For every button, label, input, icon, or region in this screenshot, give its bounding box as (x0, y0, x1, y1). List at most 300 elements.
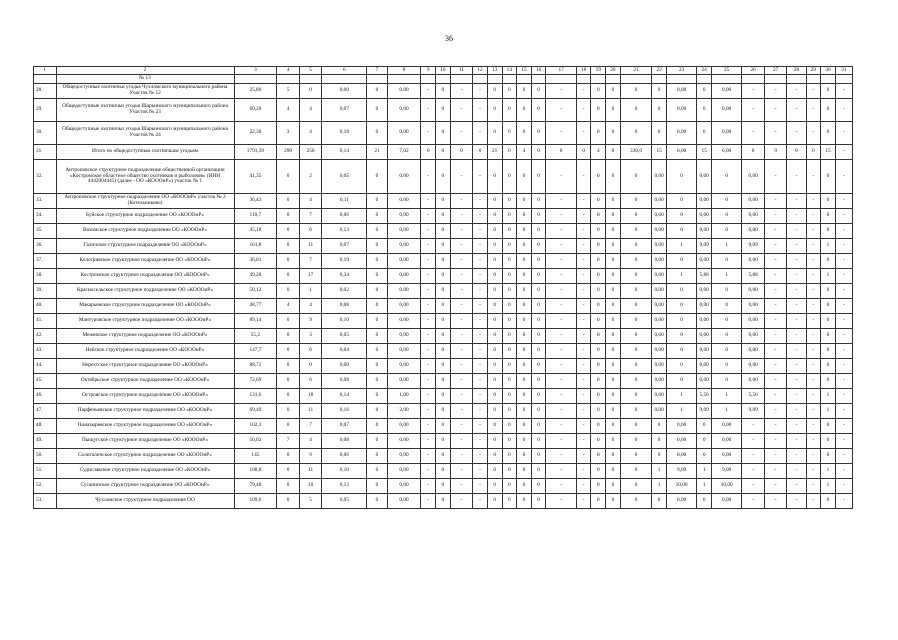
column-number: 24 (697, 67, 712, 75)
table-cell: 0 (367, 254, 387, 269)
table-cell: - (835, 254, 852, 269)
table-cell: 0 (666, 299, 696, 314)
table-cell: - (764, 209, 787, 224)
table-cell: - (421, 269, 436, 284)
table-cell: 0 (367, 344, 387, 359)
table-cell: 0 (821, 449, 836, 464)
table-cell: - (450, 344, 473, 359)
row-number: 29. (34, 99, 57, 122)
table-cell: 10,00 (666, 479, 696, 494)
table-cell: 0,00 (652, 314, 667, 329)
table-cell: - (742, 122, 765, 145)
table-cell: 0,00 (387, 209, 421, 224)
table-cell: 0 (502, 374, 517, 389)
table-row (34, 224, 853, 239)
table-cell: - (473, 160, 488, 194)
table-cell: 0 (606, 449, 621, 464)
table-cell: - (764, 494, 787, 509)
table-cell: - (450, 494, 473, 509)
table-cell: 0 (531, 329, 546, 344)
table-cell: 0 (502, 239, 517, 254)
table-cell: 0,00 (652, 404, 667, 419)
table-cell: 0 (473, 145, 488, 160)
table-cell: 0 (821, 194, 836, 209)
table-cell: - (764, 269, 787, 284)
row-number: 47. (34, 404, 57, 419)
table-cell: - (450, 479, 473, 494)
table-cell: 0 (487, 269, 502, 284)
table-cell: 0 (502, 299, 517, 314)
table-cell: - (450, 329, 473, 344)
table-cell: - (787, 419, 806, 434)
table-cell: 9,09 (666, 464, 696, 479)
table-cell: 0 (502, 209, 517, 224)
table-cell: - (546, 224, 576, 239)
table-cell: 0,00 (742, 224, 765, 239)
table-cell: 0 (277, 479, 300, 494)
empty-cell (666, 75, 696, 84)
table-cell: 0 (591, 464, 606, 479)
table-cell: 0,00 (652, 374, 667, 389)
table-cell: - (806, 329, 821, 344)
table-cell: 0,00 (652, 359, 667, 374)
table-cell: 0 (606, 224, 621, 239)
row-number: 41. (34, 314, 57, 329)
table-cell: 0 (517, 464, 532, 479)
table-cell: 49,28 (234, 269, 277, 284)
table-cell: 0 (531, 419, 546, 434)
row-number: 37. (34, 254, 57, 269)
table-cell: 0,00 (697, 374, 712, 389)
table-cell: - (450, 299, 473, 314)
table-cell: 0 (502, 84, 517, 99)
table-cell: 0 (367, 299, 387, 314)
table-row (34, 464, 853, 479)
table-cell: - (787, 359, 806, 374)
table-cell: 0,00 (387, 434, 421, 449)
row-name: Костромское структурное подразделение ОО «КОООиР» (56, 269, 234, 284)
row-name: Макарьевское структурное подразделение ОО «КОООиР» (56, 299, 234, 314)
table-cell: - (421, 284, 436, 299)
table-cell: 0 (711, 329, 741, 344)
table-cell: - (450, 84, 473, 99)
table-cell: 0 (531, 464, 546, 479)
table-row (34, 84, 853, 99)
page-number: 36 (445, 34, 453, 43)
row-name: Парфеньевское структурное подразделение ОО «КОООиР» (56, 404, 234, 419)
table-cell: 147,7 (234, 344, 277, 359)
table-cell: 0 (531, 344, 546, 359)
table-cell: 55,2 (234, 329, 277, 344)
table-cell: - (742, 434, 765, 449)
row-number: 49. (34, 434, 57, 449)
table-cell: 0 (436, 434, 451, 449)
table-cell: 3 (277, 122, 300, 145)
table-cell: - (450, 99, 473, 122)
table-cell: - (764, 99, 787, 122)
table-cell: 0 (711, 224, 741, 239)
table-cell: 0,00 (322, 84, 367, 99)
row-name: Галичское структурное подразделение ОО «КОООиР» (56, 239, 234, 254)
table-cell: 0 (517, 449, 532, 464)
table-cell: 0 (367, 239, 387, 254)
table-cell: - (806, 122, 821, 145)
row-name: Общедоступные охотничьи угодья Чухломского муниципального района Участок № 12 (56, 84, 234, 99)
table-cell: 0,11 (322, 194, 367, 209)
table-cell: - (450, 434, 473, 449)
row-name: Антроповское структурное подразделение ОО «КОООиР» участок № 2 (Котельниково) (56, 194, 234, 209)
table-cell: 0 (711, 314, 741, 329)
table-cell: - (787, 209, 806, 224)
table-cell: 0 (606, 194, 621, 209)
table-cell: 0 (436, 494, 451, 509)
table-cell: - (473, 224, 488, 239)
table-cell: 50,02 (234, 434, 277, 449)
table-cell: 1 (821, 269, 836, 284)
table-cell: 0,14 (322, 389, 367, 404)
row-name: Итого по общедоступным охотничьим угодьям (56, 145, 234, 160)
table-cell: 79,48 (234, 479, 277, 494)
table-cell: 1 (821, 479, 836, 494)
table-cell: - (546, 269, 576, 284)
column-number: 4 (277, 67, 300, 75)
table-cell: 0,00 (387, 284, 421, 299)
table-cell: 0,00 (387, 374, 421, 389)
table-cell: 0,00 (652, 224, 667, 239)
table-cell: 0 (591, 404, 606, 419)
table-cell: 0 (697, 99, 712, 122)
table-cell: 4 (299, 194, 322, 209)
table-cell: 0 (620, 299, 652, 314)
table-cell: 0 (367, 209, 387, 224)
row-number: 46. (34, 389, 57, 404)
table-row (34, 299, 853, 314)
table-cell: 0 (517, 419, 532, 434)
table-cell: 0 (531, 224, 546, 239)
table-cell: 0,07 (322, 99, 367, 122)
table-cell: - (742, 419, 765, 434)
table-cell: 7 (299, 419, 322, 434)
table-cell: 0 (821, 374, 836, 389)
table-cell: 4 (517, 145, 532, 160)
table-cell: 0 (436, 329, 451, 344)
table-cell: 0 (606, 239, 621, 254)
row-name: Антроповское структурное подразделение общественной организации «Костромское областное общество охотников и рыболовов» (ИНН 4442004445) (далее - ОО «КОООиР») участок № 1 (56, 160, 234, 194)
table-cell: 0 (620, 389, 652, 404)
table-cell: - (764, 434, 787, 449)
table-cell: 0 (764, 145, 787, 160)
table-cell: 0 (666, 329, 696, 344)
table-cell: 0 (517, 344, 532, 359)
table-cell: 0 (591, 254, 606, 269)
table-cell: 0 (606, 84, 621, 99)
empty-cell (606, 75, 621, 84)
row-name: Межевское структурное подразделение ОО «КОООиР» (56, 329, 234, 344)
table-cell: 330,0 (620, 145, 652, 160)
table-cell: 0 (620, 419, 652, 434)
table-cell: - (450, 449, 473, 464)
table-cell: - (806, 359, 821, 374)
empty-cell (787, 75, 806, 84)
table-cell: 0,00 (652, 209, 667, 224)
table-cell: - (787, 84, 806, 99)
table-cell: 0 (591, 494, 606, 509)
table-cell: - (806, 494, 821, 509)
table-cell: - (421, 99, 436, 122)
table-cell: 0 (591, 359, 606, 374)
table-cell: 0 (277, 464, 300, 479)
empty-cell (546, 75, 576, 84)
table-cell: 5 (277, 84, 300, 99)
table-cell: 0,00 (742, 209, 765, 224)
table-cell: - (421, 329, 436, 344)
table-cell: 0 (517, 479, 532, 494)
table-cell: 4 (277, 99, 300, 122)
table-row (34, 344, 853, 359)
table-cell: 0 (277, 269, 300, 284)
table-cell: 36,01 (234, 254, 277, 269)
table-cell: - (546, 329, 576, 344)
row-name: Судиславское структурное подразделение ОО «КОООиР» (56, 464, 234, 479)
table-cell: - (546, 254, 576, 269)
table-cell: 0 (606, 374, 621, 389)
empty-cell (502, 75, 517, 84)
table-cell: 0 (436, 479, 451, 494)
table-cell: 0 (367, 160, 387, 194)
table-cell: 0 (591, 479, 606, 494)
column-number: 12 (473, 67, 488, 75)
table-cell: - (421, 479, 436, 494)
table-cell: 0 (502, 359, 517, 374)
column-number: 10 (436, 67, 451, 75)
table-cell: - (764, 224, 787, 239)
table-cell: 0,00 (666, 99, 696, 122)
table-cell: 6 (299, 374, 322, 389)
table-row (34, 419, 853, 434)
table-cell: 0 (652, 494, 667, 509)
table-cell: 0,00 (697, 299, 712, 314)
table-cell: 0 (531, 314, 546, 329)
table-cell: 0 (531, 239, 546, 254)
table-cell: 4 (299, 122, 322, 145)
table-cell: - (576, 449, 591, 464)
table-cell: 0 (531, 84, 546, 99)
table-cell: 0 (620, 404, 652, 419)
table-cell: 0 (591, 122, 606, 145)
table-cell: - (421, 194, 436, 209)
data-table (33, 66, 853, 509)
table-cell: - (764, 449, 787, 464)
table-cell: 0 (487, 374, 502, 389)
table-cell: 0 (620, 239, 652, 254)
table-cell: 0 (666, 344, 696, 359)
table-cell: 0,00 (742, 194, 765, 209)
table-cell: - (835, 299, 852, 314)
table-cell: 0 (591, 299, 606, 314)
row-number: 38. (34, 269, 57, 284)
table-cell: - (576, 209, 591, 224)
table-cell: 0,16 (322, 404, 367, 419)
table-cell: - (576, 122, 591, 145)
table-cell: 0 (652, 122, 667, 145)
table-cell: - (473, 404, 488, 419)
table-cell: - (421, 494, 436, 509)
row-name: Вохомское структурное подразделение ОО «КОООиР» (56, 224, 234, 239)
table-cell: - (835, 314, 852, 329)
table-cell: 0 (487, 284, 502, 299)
row-number: 28. (34, 84, 57, 99)
table-cell: - (546, 99, 576, 122)
table-cell: 0 (606, 344, 621, 359)
table-cell: 0 (666, 254, 696, 269)
table-cell: 0 (666, 374, 696, 389)
table-cell: 6,00 (666, 145, 696, 160)
table-cell: 18 (299, 389, 322, 404)
table-cell: - (546, 374, 576, 389)
table-cell: 0 (487, 194, 502, 209)
row-number: 39. (34, 284, 57, 299)
table-cell: - (450, 239, 473, 254)
table-cell: 0,00 (387, 344, 421, 359)
table-cell: 0,08 (322, 434, 367, 449)
table-cell: - (576, 404, 591, 419)
table-cell: - (835, 434, 852, 449)
table-cell: 0 (367, 389, 387, 404)
table-cell: - (806, 434, 821, 449)
table-cell: 0,00 (322, 359, 367, 374)
row-name: Нерехтское структурное подразделение ОО «КОООиР» (56, 359, 234, 374)
table-cell: - (787, 494, 806, 509)
empty-cell (697, 75, 712, 84)
table-cell: 0 (517, 329, 532, 344)
table-cell: 0 (502, 449, 517, 464)
table-cell: - (473, 374, 488, 389)
table-cell: - (787, 160, 806, 194)
table-cell: - (764, 389, 787, 404)
table-cell: 1 (652, 464, 667, 479)
table-cell: - (576, 194, 591, 209)
table-cell: 4 (591, 145, 606, 160)
table-cell: 0 (591, 99, 606, 122)
table-cell: 0,00 (711, 434, 741, 449)
table-cell: 0 (487, 160, 502, 194)
table-cell: 1 (821, 464, 836, 479)
row-name: Общедоступные охотничьи угодья Шарьинского муниципального района Участок № 24 (56, 122, 234, 145)
table-row (34, 329, 853, 344)
table-cell: 0,08 (322, 374, 367, 389)
table-cell: 0,00 (697, 359, 712, 374)
table-cell: 0,00 (652, 344, 667, 359)
table-cell: - (764, 239, 787, 254)
table-cell: 1 (821, 404, 836, 419)
table-cell: 0 (502, 419, 517, 434)
table-cell: 0,00 (697, 314, 712, 329)
table-cell: 0 (517, 314, 532, 329)
table-cell: 110,7 (234, 209, 277, 224)
table-cell: 108,8 (234, 464, 277, 479)
table-cell: - (576, 99, 591, 122)
row-name: Чухломское структурное подразделение ОО (56, 494, 234, 509)
table-cell: - (473, 359, 488, 374)
column-number: 16 (531, 67, 546, 75)
table-cell: - (473, 299, 488, 314)
table-cell: 0,00 (387, 329, 421, 344)
table-cell: 0 (502, 254, 517, 269)
table-cell: - (787, 404, 806, 419)
table-cell: - (576, 160, 591, 194)
table-cell: 0,00 (742, 284, 765, 299)
table-cell: 0 (367, 314, 387, 329)
table-cell: 0 (606, 122, 621, 145)
table-cell: 0 (711, 284, 741, 299)
row-name: Общедоступные охотничьи угодья Шарьинского муниципального района Участок № 23 (56, 99, 234, 122)
table-cell: 0 (502, 284, 517, 299)
empty-cell (576, 75, 591, 84)
table-cell: - (576, 84, 591, 99)
table-cell: - (764, 464, 787, 479)
table-cell: 0 (711, 299, 741, 314)
table-cell: 0 (517, 84, 532, 99)
table-cell: 1 (697, 464, 712, 479)
table-cell: 4 (299, 99, 322, 122)
table-cell: 0,00 (697, 224, 712, 239)
table-cell: 0 (277, 389, 300, 404)
table-cell: 0 (652, 449, 667, 464)
table-cell: 0 (421, 145, 436, 160)
table-cell: - (546, 464, 576, 479)
table-cell: 60,20 (234, 99, 277, 122)
row-number: 31. (34, 145, 57, 160)
table-cell: 0 (531, 449, 546, 464)
column-number: 5 (299, 67, 322, 75)
table-cell: 0 (436, 145, 451, 160)
table-cell: - (546, 344, 576, 359)
table-cell: 0 (652, 84, 667, 99)
table-cell: 0,00 (652, 329, 667, 344)
table-cell: 0 (436, 464, 451, 479)
table-cell: - (787, 479, 806, 494)
table-cell: - (835, 239, 852, 254)
table-cell: 0 (436, 269, 451, 284)
table-cell: 0 (367, 99, 387, 122)
table-cell: - (764, 329, 787, 344)
table-cell: 0 (821, 209, 836, 224)
table-cell: - (835, 209, 852, 224)
table-cell: - (787, 299, 806, 314)
table-cell: - (576, 434, 591, 449)
table-cell: 0 (606, 284, 621, 299)
table-cell: - (764, 419, 787, 434)
table-cell: - (806, 314, 821, 329)
table-cell: 0 (277, 160, 300, 194)
table-cell: 0 (367, 269, 387, 284)
table-cell: 0,00 (711, 419, 741, 434)
table-cell: - (546, 434, 576, 449)
table-cell: 0 (531, 284, 546, 299)
table-cell: - (546, 494, 576, 509)
table-cell: - (450, 359, 473, 374)
table-cell: 0,00 (652, 160, 667, 194)
table-cell: 0 (652, 419, 667, 434)
table-cell: - (473, 419, 488, 434)
table-cell: - (835, 269, 852, 284)
table-cell: 0 (531, 389, 546, 404)
table-cell: 0 (367, 359, 387, 374)
table-cell: 0 (487, 434, 502, 449)
table-cell: - (421, 209, 436, 224)
table-cell: 102,3 (234, 419, 277, 434)
table-cell: 69,49 (234, 404, 277, 419)
